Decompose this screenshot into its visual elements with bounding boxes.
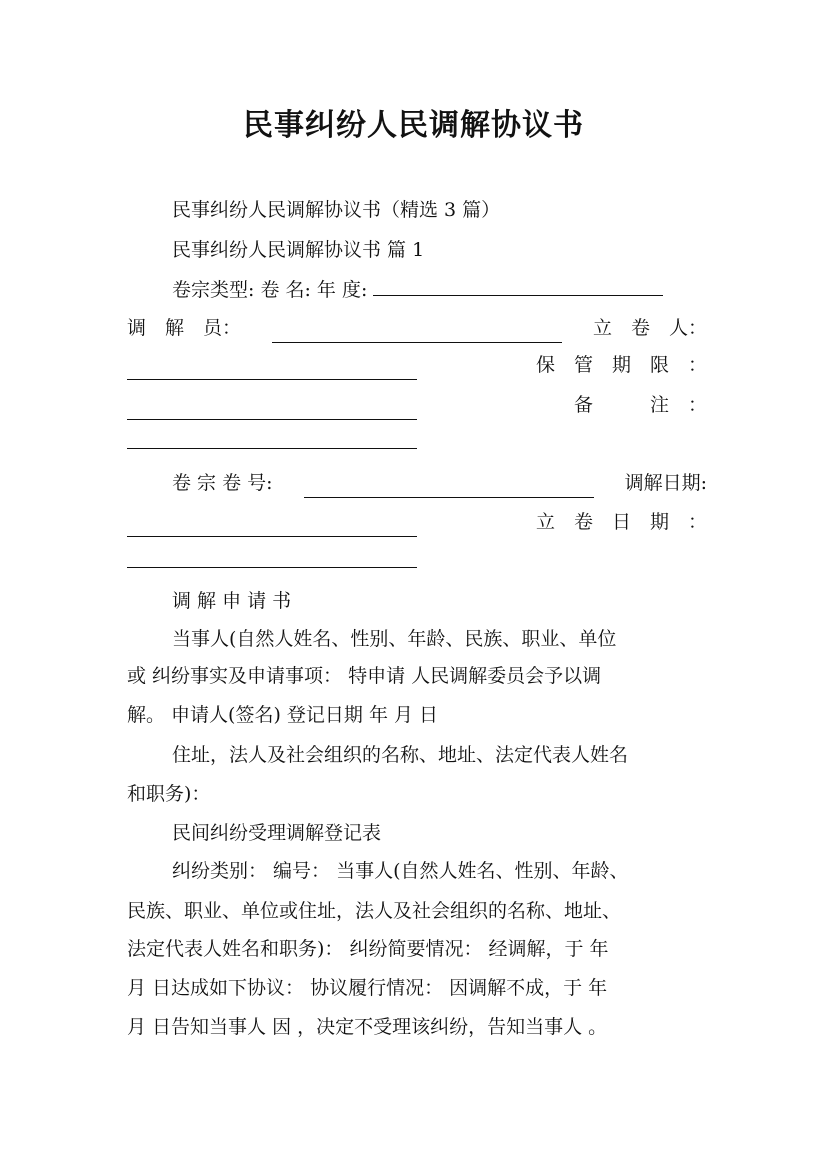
- p3-line3: 法定代表人姓名和职务)： 纠纷简要情况： 经调解，于 年: [127, 938, 609, 960]
- juan-zong-hao-row: [172, 468, 707, 498]
- tiao-jie-date-blank: [127, 518, 417, 537]
- bao-guan-label: 保 管 期 限 ：: [535, 354, 707, 376]
- document-subtitle: 民事纠纷人民调解协议书（精选 3 篇）: [172, 199, 501, 221]
- p3-line1: 纠纷类别： 编号： 当事人(自然人姓名、性别、年龄、: [172, 860, 629, 882]
- juan-zong-label: 卷宗类型: 卷 名: 年 度:: [172, 279, 368, 301]
- p1-line1: 当事人(自然人姓名、性别、年龄、民族、职业、单位: [172, 628, 617, 650]
- li-juan-date-row: [127, 507, 707, 537]
- bao-guan-blank: [127, 401, 417, 420]
- juan-zong-row: [172, 275, 707, 305]
- bei-zhu-label: 备 注 ：: [573, 394, 707, 416]
- tiao-jie-yuan-blank: [272, 324, 562, 343]
- part-heading: 民事纠纷人民调解协议书 篇 1: [172, 239, 425, 261]
- p2-line2: 和职务)：: [127, 783, 211, 805]
- li-juan-ren-blank: [127, 361, 417, 380]
- tiao-jie-yuan-row: [127, 313, 707, 343]
- p3-line4: 月 日达成如下协议： 协议履行情况： 因调解不成，于 年: [127, 977, 608, 999]
- juan-zong-hao-blank: [304, 479, 594, 498]
- tiao-jie-date-label: 调解日期:: [624, 472, 707, 494]
- p1-line3: 解。 申请人(签名) 登记日期 年 月 日: [127, 704, 439, 726]
- p3-line2: 民族、职业、单位或住址，法人及社会组织的名称、地址、: [127, 900, 622, 922]
- section-application: 调 解 申 请 书: [172, 590, 292, 612]
- registry-title: 民间纠纷受理调解登记表: [172, 822, 382, 844]
- bei-zhu-blank: [127, 430, 417, 449]
- bei-zhu-blank-row: [127, 428, 707, 458]
- li-juan-date-blank: [127, 549, 417, 568]
- p3-line5: 月 日告知当事人 因 ，决定不受理该纠纷，告知当事人 。: [127, 1016, 608, 1038]
- tiao-jie-yuan-label: 调 解 员：: [127, 317, 242, 339]
- li-juan-date-blank-row: [127, 547, 707, 577]
- li-juan-ren-label: 立 卷 人：: [592, 317, 707, 339]
- juan-zong-hao-label: 卷 宗 卷 号:: [172, 472, 273, 494]
- li-juan-date-label: 立 卷 日 期 ：: [535, 511, 707, 533]
- p2-line1: 住址，法人及社会组织的名称、地址、法定代表人姓名: [172, 744, 629, 766]
- juan-zong-blank: [373, 277, 663, 296]
- document-title: 民事纠纷人民调解协议书: [243, 108, 584, 143]
- p1-line2: 或 纠纷事实及申请事项： 特申请 人民调解委员会予以调: [127, 665, 602, 687]
- bao-guan-row: [127, 350, 707, 380]
- bei-zhu-row: [127, 390, 707, 420]
